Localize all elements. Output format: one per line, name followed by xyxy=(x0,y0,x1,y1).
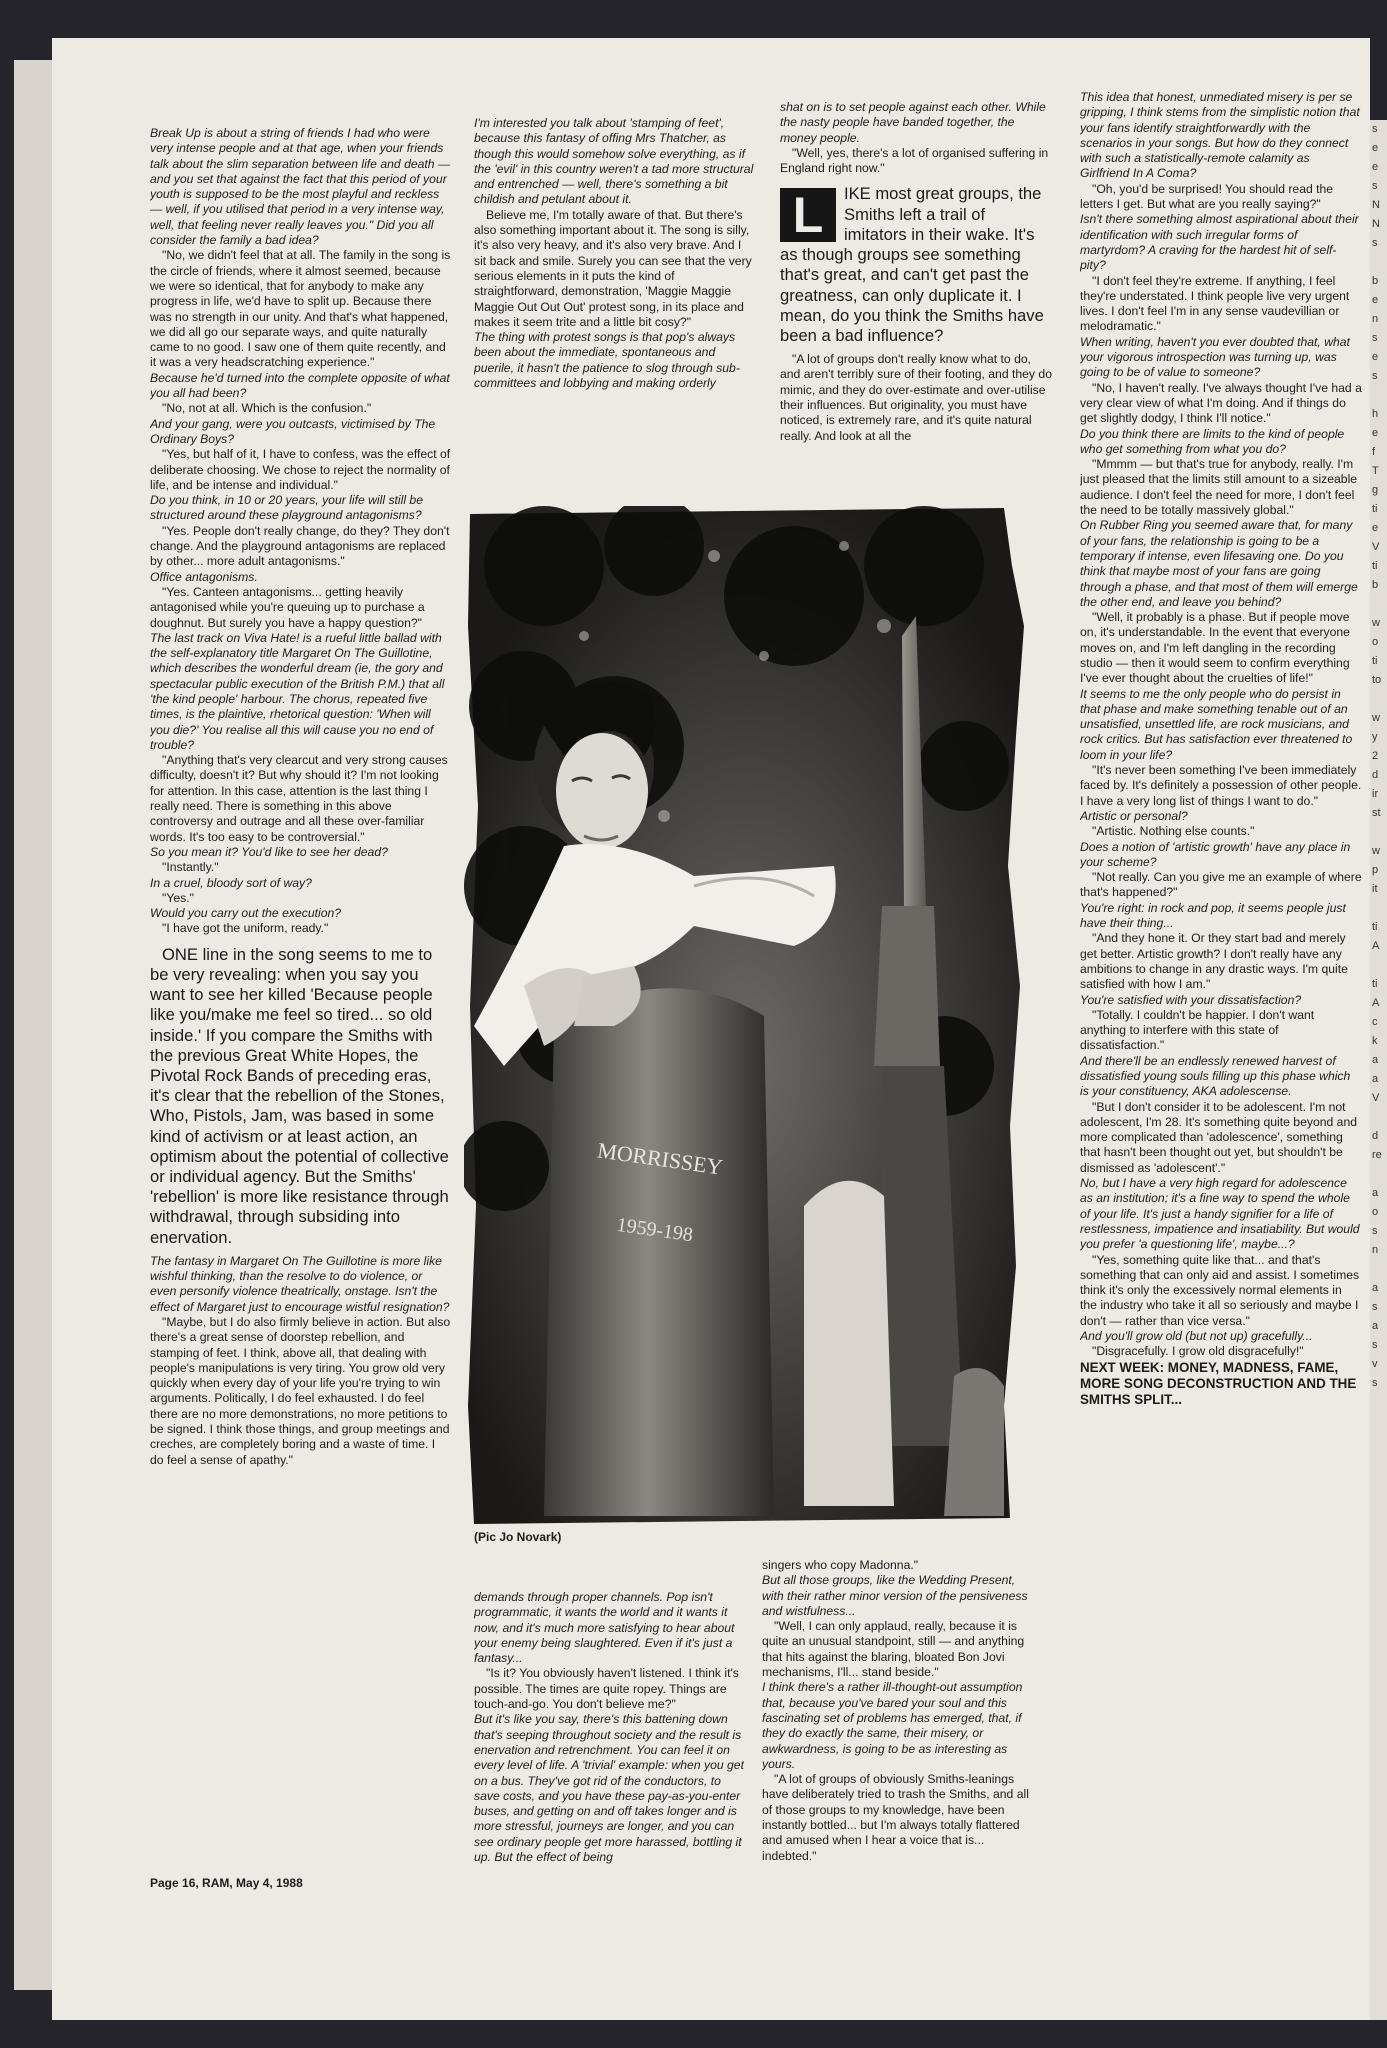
edge-letter xyxy=(1372,386,1387,405)
interview-question: Isn't there something almost aspirational about their identification with such irregular forms of martyrdom? A craving for the hardest hit of self-pity? xyxy=(1080,212,1359,273)
interview-answer: "No, not at all. Which is the confusion." xyxy=(162,401,372,416)
interview-answer: "Is it? You obviously haven't listened. I think it's possible. The times are quite ropey. Things are touch-and-go. You don't believe me?" xyxy=(474,1666,739,1712)
interview-answer: "Maybe, but I do also firmly believe in action. But also there's a great sense of doorstep rebellion, and stamping of feet. I think, above all, that dealing with people's manipulations is very tiring. You grow old very quickly when every day of your life you're trying to win arguments. Politically, I do feel exhausted. I do feel there are no more demonstrations, no more petitions to be signed. I think those things, and group meetings and creches, are completely boring and a waste of time. I do feel a sense of apathy." xyxy=(150,1314,451,1467)
interview-answer: "But I don't consider it to be adolescent. I'm not adolescent, I'm 28. It's something quite beyond and more complicated than 'adolescence', something that hasn't been thought out yet, but shouldn't be dismissed as 'adolescent'." xyxy=(1080,1099,1358,1175)
interview-answer: "Mmmm — but that's true for anybody, really. I'm just pleased that the limits still amount to a sizeable audience. I don't feel the need for more, I don't feel the need to be totally massively global." xyxy=(1080,457,1358,518)
edge-letter: A xyxy=(1372,940,1380,952)
edge-letter: s xyxy=(1372,1377,1378,1389)
interview-question: Would you carry out the execution? xyxy=(150,906,342,921)
headstone-dates: 1959-198 xyxy=(615,1213,695,1247)
interview-answer: "Oh, you'd be surprised! You should read the letters I get. But what are you really saying?" xyxy=(1080,181,1334,212)
interview-question: And you'll grow old (but not up) gracefully... xyxy=(1080,1329,1313,1344)
column-1 xyxy=(150,126,452,1646)
edge-letter xyxy=(1372,823,1387,842)
interview-answer: singers who copy Madonna." xyxy=(762,1558,919,1572)
interview-answer: "Yes. People don't really change, do they? They don't change. And the playground antagonisms are replaced by other... more adult antagonisms." xyxy=(150,523,450,569)
edge-letter: e xyxy=(1372,161,1379,173)
interview-answer: "Well, it probably is a phase. But if people move on, it's understandable. In the event that everyone moves on, and I'm left dangling in the recording studio — then it would seem to confirm everything I've ever thought about the cruelties of life!" xyxy=(1080,610,1350,686)
edge-letter: A xyxy=(1372,997,1380,1009)
interview-question: The last track on Viva Hate! is a rueful little ballad with the self-explanatory title Margaret On The Guillotine, which describes the wonderful dream (ie, the gory and spectacular public execution of the British P.M.) that all 'the kind people' harbour. The chorus, repeated five times, is the plaintive, rhetorical question: 'When will you die?' You realise all this will cause you no end of trouble? xyxy=(150,630,445,752)
edge-letter xyxy=(1372,1108,1387,1127)
interview-answer: "Artistic. Nothing else counts." xyxy=(1092,824,1255,839)
edge-letter: to xyxy=(1372,674,1382,686)
edge-letter: h xyxy=(1372,408,1379,420)
edge-letter: s xyxy=(1372,1301,1378,1313)
interview-answer: "Yes, something quite like that... and that's something that can only aid and assist. I sometimes think it's only the excessively normal elements in the industry who take it all so seriously and maybe I don't — rather than vice versa." xyxy=(1080,1252,1360,1328)
edge-letter: s xyxy=(1372,180,1378,192)
edge-letter: a xyxy=(1372,1073,1379,1085)
edge-letter: it xyxy=(1372,883,1378,895)
interview-answer: "Well, I can only applaud, really, because it is quite an unusual standpoint, still — and anything that hits against the blaring, bloated Bon Jovi mechanisms, I'll... stand beside." xyxy=(762,1619,1025,1680)
edge-letter: a xyxy=(1372,1187,1379,1199)
edge-letter: N xyxy=(1372,199,1380,211)
interview-question: It seems to me the only people who do persist in that phase and make something tenable out of an unsatisfied, unsettled life, are rock musicians, and rock critics. But has satisfaction ever threatened to loom in your life? xyxy=(1080,686,1353,762)
interview-question: Do you think, in 10 or 20 years, your life will still be structured around these playground antagonisms? xyxy=(150,493,423,523)
edge-letter: e xyxy=(1372,427,1379,439)
interview-question: The fantasy in Margaret On The Guillotine is more like wishful thinking, than the resolve to do violence, or even personify violence theatrically, onstage. Isn't the effect of Margaret just to encourage wistful resignation? xyxy=(150,1253,450,1314)
edge-letter xyxy=(1372,253,1387,272)
edge-letter: st xyxy=(1372,807,1381,819)
edge-letter: s xyxy=(1372,123,1378,135)
interview-answer: "Yes." xyxy=(162,890,194,905)
headstone-name: MORRISSEY xyxy=(595,1137,725,1180)
edge-letter: b xyxy=(1372,275,1379,287)
intro-question-text: IKE most great groups, the Smiths left a trail of imitators in their wake. It's as though groups see something that's great, and can't get past the greatness, can only duplicate it. I mean, do you think the Smiths have been a bad influence? xyxy=(780,184,1044,345)
edge-letter: T xyxy=(1372,465,1379,477)
edge-letter: w xyxy=(1372,712,1380,724)
interview-answer: Believe me, I'm totally aware of that. But there's also something important about it. The song is silly, it's also very heavy, and it's also very brave. And I sit back and smile. Surely you can see that the very serious elements in it puts the kind of straightforward, demonstration, 'Maggie Maggie Maggie Out Out Out' protest song, in its place and makes it seem trite and a little bit cosy?" xyxy=(474,207,752,329)
interview-answer: "A lot of groups of obviously Smiths-leanings have deliberately tried to trash the Smiths, and all of those groups to my knowledge, have been instantly bottled... but I'm always totally flattered and amused when I hear a voice that is... indebted." xyxy=(762,1772,1029,1863)
column-3-bottom xyxy=(762,1558,1040,1898)
column-1-paragraphs xyxy=(150,126,452,937)
interview-question: The thing with protest songs is that pop's always been about the immediate, spontaneous and puerile, it hasn't the patience to slog through sub-committees and lobbying and making orderly xyxy=(474,330,740,391)
edge-letter: e xyxy=(1372,142,1379,154)
interview-answer: "Anything that's very clearcut and very strong causes difficulty, doesn't it? But why should it? I'm not looking for attention. In this case, attention is the last thing I really need. There is something in this above controversy and outrage and all these over-familiar words. It's too easy to be controversial." xyxy=(150,753,448,844)
interview-question: demands through proper channels. Pop isn't programmatic, it wants the world and it wants it now, and it's much more satisfying to hear about your enemy being slaughtered. Even if it's just a fantasy... xyxy=(474,1590,735,1666)
edge-letter xyxy=(1372,595,1387,614)
interview-answer: "Totally. I couldn't be happier. I don't want anything to interfere with this state of dissatisfaction." xyxy=(1080,1007,1315,1053)
interview-answer: "Yes. Canteen antagonisms... getting heavily antagonised while you're queuing up to purchase a doughnut. But surely you have a happy question?" xyxy=(150,584,425,630)
edge-letter xyxy=(1372,1165,1387,1184)
interview-answer: "Instantly." xyxy=(162,860,219,875)
column-2-bottom xyxy=(474,1590,744,1890)
edge-letter: ti xyxy=(1372,655,1378,667)
interview-question: On Rubber Ring you seemed aware that, for many of your fans, the relationship is going to be a temporary if intense, even lifesaving one. Do you think that maybe most of your fans are going through a phase, and that most of them will emerge the other end, and leave you behind? xyxy=(1080,518,1358,609)
interview-answer: "Not really. Can you give me an example of where that's happened?" xyxy=(1080,870,1362,900)
interview-question: You're right: in rock and pop, it seems people just have their thing... xyxy=(1080,900,1346,931)
interview-answer: "I have got the uniform, ready." xyxy=(162,921,329,936)
edge-letter xyxy=(1372,690,1387,709)
column-2-top xyxy=(474,116,756,496)
edge-letter: w xyxy=(1372,617,1380,629)
edge-letter: a xyxy=(1372,1282,1379,1294)
interview-question: So you mean it? You'd like to see her dead? xyxy=(150,844,388,859)
edge-letter: e xyxy=(1372,294,1379,306)
edge-letter: e xyxy=(1372,522,1379,534)
edge-letter: y xyxy=(1372,731,1378,743)
edge-letter: v xyxy=(1372,1358,1378,1370)
edge-letter: ti xyxy=(1372,560,1378,572)
interview-question: When writing, haven't you ever doubted that, what your vigorous introspection was turning up, was going to be of value to someone? xyxy=(1080,334,1350,380)
interview-answer: "And they hone it. Or they start bad and merely get better. Artistic growth? I don't really have any ambitions to change in any drastic ways. I'm quite satisfied with how I am." xyxy=(1080,931,1348,992)
edge-letter xyxy=(1372,956,1387,975)
edge-letter xyxy=(1372,899,1387,918)
page-footer: Page 16, RAM, May 4, 1988 xyxy=(150,1876,303,1890)
edge-letter: s xyxy=(1372,332,1378,344)
interview-answer: "Yes, but half of it, I have to confess, was the effect of deliberate choosing. We chose to reject the normality of life, and be intense and individual." xyxy=(150,447,451,492)
edge-letter: e xyxy=(1372,351,1379,363)
interview-answer: "Well, yes, there's a lot of organised suffering in England right now." xyxy=(780,145,1049,176)
edge-letter: 2 xyxy=(1372,750,1379,762)
column-3-top xyxy=(780,100,1052,492)
edge-letter: d xyxy=(1372,1130,1379,1142)
interview-question: Artistic or personal? xyxy=(1080,808,1188,823)
edge-letter: ti xyxy=(1372,978,1378,990)
interview-question: This idea that honest, unmediated misery is per se gripping, I think stems from the simplistic notion that your fans identify straightforwardly with the scenarios in your songs. But how do they connect with such a statistically-remote calamity as Girlfriend In A Coma? xyxy=(1080,90,1360,181)
interview-answer: "It's never been something I've been immediately faced by. It's definitely a possession of other people. I have a very long list of things I want to do." xyxy=(1080,763,1362,808)
interview-question: I think there's a rather ill-thought-out assumption that, because you've bared your soul and this fascinating set of problems has emerged, that, if they do exactly the same, their misery, or awkwardness, is going to be as interesting as yours. xyxy=(762,1680,1023,1771)
edge-letter: V xyxy=(1372,541,1380,553)
drop-cap: L xyxy=(780,188,836,242)
edge-letter: V xyxy=(1372,1092,1380,1104)
edge-letter: s xyxy=(1372,237,1378,249)
edge-letter: c xyxy=(1372,1016,1378,1028)
edge-letter: s xyxy=(1372,1339,1378,1351)
interview-question: Break Up is about a string of friends I had who were very intense people and at that age, when your friends talk about the slim separation between life and death — and you set that against the fact that this period of your youth is supposed to be the most playful and reckless — well, if you utilised that period in a very intense way, well, that feeling never really leaves you." Did you all consider the family a bad idea? xyxy=(150,126,451,248)
edge-letter: re xyxy=(1372,1149,1382,1161)
edge-letter: N xyxy=(1372,218,1380,230)
interview-question: Do you think there are limits to the kind of people who get something from what you do? xyxy=(1080,426,1345,456)
interview-question: You're satisfied with your dissatisfaction? xyxy=(1080,992,1302,1007)
photo-morrissey-headstone xyxy=(464,506,1030,1526)
interview-question: Because he'd turned into the complete opposite of what you all had been? xyxy=(150,370,450,401)
interview-question: And your gang, were you outcasts, victimised by The Ordinary Boys? xyxy=(150,416,436,446)
interview-question: I'm interested you talk about 'stamping of feet', because this fantasy of offing Mrs Thatcher, as though this would somehow solve everything, as if the 'evil' in this country weren't a tad more structural and entrenched — well, there's something a bit childish and petulant about it. xyxy=(474,116,754,207)
edge-letter: d xyxy=(1372,769,1379,781)
edge-letter: k xyxy=(1372,1035,1378,1047)
edge-letter: s xyxy=(1372,1225,1378,1237)
edge-letter: o xyxy=(1372,1206,1379,1218)
edge-letter: n xyxy=(1372,1244,1379,1256)
interview-question: Does a notion of 'artistic growth' have any place in your scheme? xyxy=(1080,839,1351,869)
interview-question: Office antagonisms. xyxy=(150,569,258,584)
column-4 xyxy=(1080,90,1362,1950)
edge-letter: ti xyxy=(1372,921,1378,933)
edge-letter: a xyxy=(1372,1054,1379,1066)
edge-letter: ir xyxy=(1372,788,1379,800)
column-1-pull-text: ONE line in the song seems to me to be very revealing: when you say you want to see her killed 'Because people like you/make me feel so tired... so old inside.' If you compare the Smiths with the previous Great White Hopes, the Pivotal Rock Bands of preceding eras, it's clear that the rebellion of the Stones, Who, Pistols, Jam, was based in some kind of activism or at least action, an optimism about the potential of collective or individual agency. But the Smiths' 'rebellion' is more like resistance through withdrawal, through subsiding into enervation. xyxy=(150,944,449,1247)
next-page-text-fragments xyxy=(1372,120,1387,2020)
edge-letter: f xyxy=(1372,446,1376,458)
interview-question: In a cruel, bloody sort of way? xyxy=(150,875,312,890)
edge-letter: g xyxy=(1372,484,1379,496)
column-1-end-paragraphs xyxy=(150,1254,452,1468)
interview-question: shat on is to set people against each other. While the nasty people have banded together, the money people. xyxy=(780,100,1046,145)
interview-answer: "No, we didn't feel that at all. The family in the song is the circle of friends, where it almost seemed, because we were so identical, that for anybody to make any progress in life, we'd have to split up. Because there was no strength in our unity. And that's what happened, we did all go our separate ways, and quite naturally came to no good. I saw one of them quite recently, and it was a very headscratching experience." xyxy=(150,248,451,370)
edge-letter: n xyxy=(1372,313,1379,325)
edge-letter: p xyxy=(1372,864,1379,876)
next-week-teaser: NEXT WEEK: MONEY, MADNESS, FAME, MORE SONG DECONSTRUCTION AND THE SMITHS SPLIT... xyxy=(1080,1359,1357,1407)
interview-question: But it's like you say, there's this battening down that's seeping throughout society and the result is enervation and retrenchment. You can feel it on every level of life. A 'trivial' example: when you get on a bus. They've got rid of the conductors, to save costs, and you have these pay-as-you-enter buses, and getting on and off takes longer and is more stressful, journeys are longer, and you can see ordinary people get more harassed, bottling it up. But the effect of being xyxy=(474,1712,744,1865)
edge-letter: w xyxy=(1372,845,1380,857)
edge-letter: a xyxy=(1372,1320,1379,1332)
interview-question: And there'll be an endlessly renewed harvest of dissatisfied young souls filling up this phase which is your constituency, AKA adolescense. xyxy=(1080,1053,1351,1099)
edge-letter: ti xyxy=(1372,503,1378,515)
interview-answer: "No, I haven't really. I've always thought I've had a very clear view of what I'm doing. And if things do get slightly dodgy, I think I'll notice." xyxy=(1080,380,1362,426)
edge-letter: s xyxy=(1372,370,1378,382)
edge-letter xyxy=(1372,1260,1387,1279)
edge-letter: b xyxy=(1372,579,1379,591)
photo-caption: (Pic Jo Novark) xyxy=(474,1530,562,1544)
edge-letter: o xyxy=(1372,636,1379,648)
interview-answer: "I don't feel they're extreme. If anything, I feel they're understated. I think people live very urgent lives. I don't feel I'm in any sense vaudevillian or melodramatic." xyxy=(1080,273,1350,334)
interview-answer: "Disgracefully. I grow old disgracefully!" xyxy=(1092,1344,1304,1359)
interview-answer: "A lot of groups don't really know what to do, and aren't terribly sure of their footing, and they do mimic, and they do over-estimate and over-utilise their influences. But originality, you must have noticed, is extremely rare, and it's quite natural really. And look at all the xyxy=(780,352,1052,443)
interview-question: But all those groups, like the Wedding Present, with their rather minor version of the pensiveness and wistfulness... xyxy=(762,1573,1028,1618)
intro-question xyxy=(780,184,1052,346)
interview-question: No, but I have a very high regard for adolescence as an institution; it's a fine way to spend the whole of your life. It's just a handy signifier for a life of restlessness, impatience and insatiability. But would you prefer 'a questioning life', maybe...? xyxy=(1080,1176,1360,1252)
